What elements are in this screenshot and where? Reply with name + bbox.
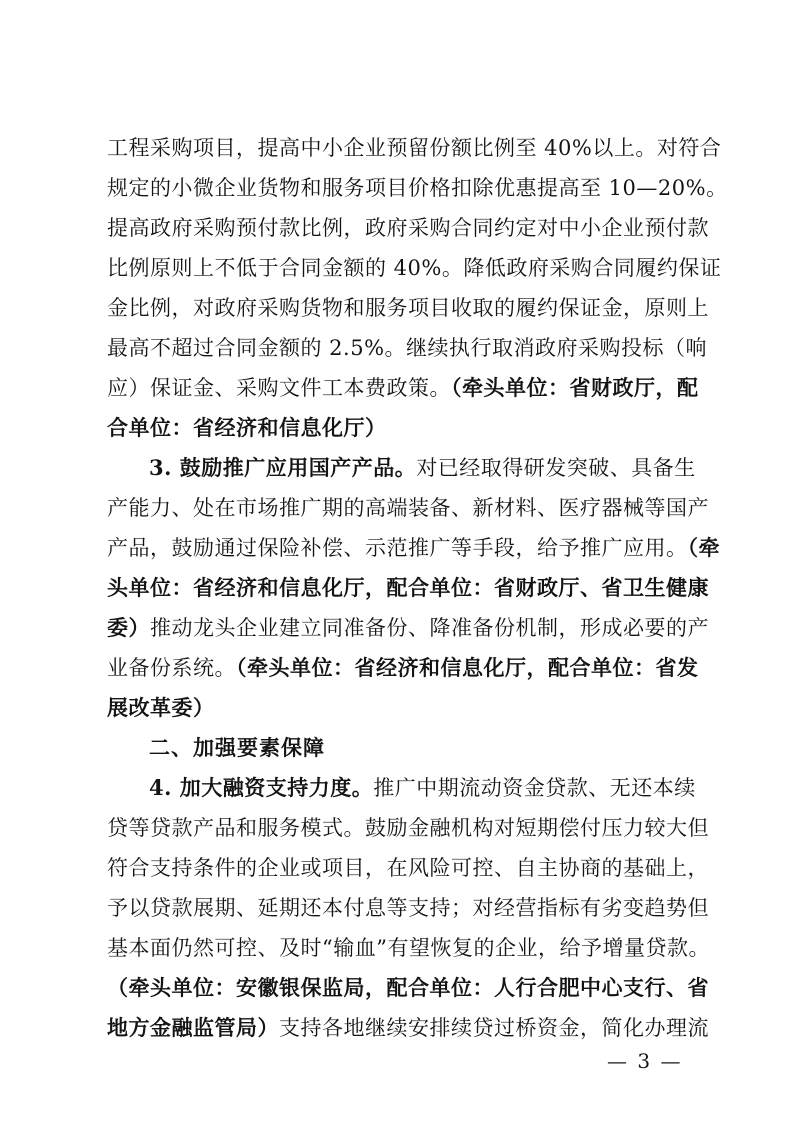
paragraph-line: 4. 加大融资支持力度。推广中期流动资金贷款、无还本续 [149,775,696,800]
paragraph-line: 最高不超过合同金额的 2.5%。继续执行取消政府采购投标（响 [107,336,708,360]
paragraph-line: 符合支持条件的企业或项目，在风险可控、自主协商的基础上， [107,856,709,880]
paragraph-line: 提高政府采购预付款比例，政府采购合同约定对中小企业预付款 [107,216,709,240]
section-heading: 二、加强要素保障 [149,736,325,760]
item-heading: 3. 鼓励推广应用国产产品。 [149,455,417,480]
lead-unit-note: 展改革委） [107,695,215,720]
paragraph-line: 金比例，对政府采购货物和服务项目收取的履约保证金，原则上 [107,296,709,320]
item-heading: 4. 加大融资支持力度。 [149,775,374,800]
paragraph-line: 产能力、处在市场推广期的高端装备、新材料、医疗器械等国产 [107,496,709,520]
paragraph-line [107,693,687,723]
paragraph-line: 3. 鼓励推广应用国产产品。对已经取得研发突破、具备生 [149,455,696,480]
lead-unit-note: 地方金融监管局） [107,1015,279,1040]
lead-unit-note: （牵头单位：省财政厅，配 [451,375,699,400]
paragraph-line: 委）推动龙头企业建立同准备份、降准备份机制，形成必要的产 [107,615,709,640]
lead-unit-note: 头单位：省经济和信息化厅，配合单位：省财政厅、省卫生健康 [107,575,709,600]
paragraph-line [107,413,687,443]
paragraph-line: 应）保证金、采购文件工本费政策。（牵头单位：省财政厅，配 [107,375,699,400]
paragraph-line: 比例原则上不低于合同金额的 40%。降低政府采购合同履约保证 [107,256,722,280]
paragraph-line: 予以贷款展期、延期还本付息等支持；对经营指标有劣变趋势但 [107,896,709,920]
paragraph-line: 基本面仍然可控、及时“输血”有望恢复的企业，给予增量贷款。 [107,936,710,960]
lead-unit-note: （牵 [687,535,720,560]
lead-unit-note: 委） [107,615,150,640]
lead-unit-note: （牵头单位：安徽银保监局，配合单位：人行合肥中心支行、省 [107,975,709,1000]
paragraph-line: 工程采购项目，提高中小企业预留份额比例至 40%以上。对符合 [107,136,722,160]
paragraph-line: 贷等贷款产品和服务模式。鼓励金融机构对短期偿付压力较大但 [107,816,709,840]
paragraph-line [107,573,709,603]
paragraph-line: 规定的小微企业货物和服务项目价格扣除优惠提高至 10—20%。 [107,176,728,200]
page-number: — 3 — [607,1049,683,1073]
paragraph-line: 业备份系统。（牵头单位：省经济和信息化厅，配合单位：省发 [107,655,699,680]
lead-unit-note: （牵头单位：省经济和信息化厅，配合单位：省发 [236,655,699,680]
lead-unit-note: 合单位：省经济和信息化厅） [107,415,387,440]
paragraph-line: 产品，鼓励通过保险补偿、示范推广等手段，给予推广应用。（牵 [107,535,720,560]
paragraph-line [107,973,709,1003]
paragraph-line: 地方金融监管局）支持各地继续安排续贷过桥资金，简化办理流 [107,1015,709,1040]
